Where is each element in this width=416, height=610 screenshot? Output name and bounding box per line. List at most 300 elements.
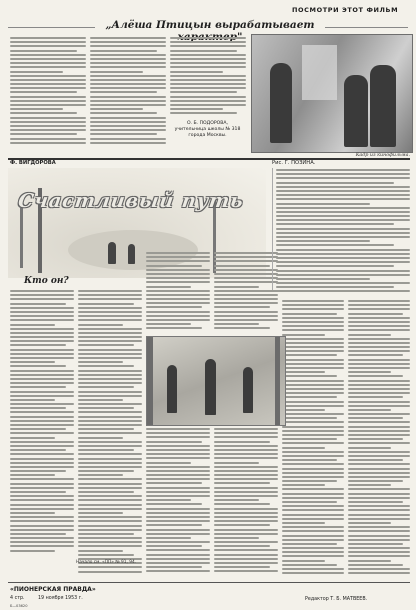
film-still-photo [251, 34, 413, 153]
text-line [276, 194, 410, 196]
text-line [348, 413, 410, 415]
text-line [78, 319, 142, 321]
text-line [10, 129, 86, 131]
text-line [214, 441, 270, 443]
top-article-column-2 [90, 37, 166, 146]
text-line [348, 334, 391, 336]
text-line [78, 466, 142, 468]
text-line [78, 315, 142, 317]
text-line [276, 182, 394, 184]
text-line [10, 462, 74, 464]
text-line [10, 307, 74, 309]
text-line [276, 186, 410, 188]
text-line [348, 493, 410, 495]
text-line [170, 41, 246, 43]
text-line [348, 321, 410, 323]
text-line [282, 455, 344, 457]
text-line [10, 437, 55, 439]
text-line [146, 432, 210, 434]
text-line [170, 45, 246, 47]
text-line [214, 466, 278, 468]
text-line [146, 252, 210, 254]
text-line [78, 332, 142, 334]
text-line [78, 495, 142, 497]
text-line [90, 50, 157, 52]
text-line [78, 298, 142, 300]
text-line [348, 518, 410, 520]
text-line [78, 537, 142, 539]
text-line [90, 121, 166, 123]
text-line [90, 83, 166, 85]
text-line [276, 215, 410, 217]
text-line [348, 572, 410, 574]
text-line [282, 300, 344, 302]
text-line [348, 530, 410, 532]
text-line [146, 482, 202, 484]
text-line [78, 378, 142, 380]
text-line [10, 83, 86, 85]
text-line [10, 441, 74, 443]
text-line [348, 447, 391, 449]
text-line [170, 87, 246, 89]
text-line [276, 190, 410, 192]
text-line [282, 476, 344, 478]
section-label: ПОСМОТРИ ЭТОТ ФИЛЬМ [292, 6, 399, 14]
text-line [214, 449, 278, 451]
text-line [276, 232, 410, 234]
text-line [10, 303, 66, 305]
text-line [78, 399, 123, 401]
text-line [78, 504, 142, 506]
text-line [146, 457, 210, 459]
text-line [348, 560, 391, 562]
text-line [10, 133, 77, 135]
text-line [90, 125, 166, 127]
text-line [282, 543, 337, 545]
text-line [282, 363, 344, 365]
text-line [10, 340, 74, 342]
text-line [214, 570, 278, 572]
text-line [10, 529, 74, 531]
text-line [214, 286, 259, 288]
text-line [276, 265, 394, 267]
story-column-6 [348, 300, 410, 576]
text-line [78, 349, 142, 351]
story-column-continued [146, 428, 210, 575]
text-line [348, 426, 410, 428]
text-line [78, 311, 142, 313]
text-line [90, 75, 166, 77]
text-line [214, 269, 278, 271]
text-line [348, 405, 410, 407]
text-line [214, 503, 270, 505]
text-line [146, 520, 210, 522]
text-line [10, 349, 74, 351]
text-line [78, 487, 142, 489]
text-line [10, 328, 74, 330]
text-line [10, 361, 55, 363]
text-line [282, 572, 344, 574]
text-line [90, 129, 166, 131]
text-line [90, 112, 157, 114]
text-line [214, 482, 270, 484]
text-line [170, 108, 223, 110]
text-line [146, 315, 210, 317]
text-line [348, 304, 410, 306]
story-column-2 [78, 290, 142, 575]
text-line [146, 327, 202, 329]
text-line [282, 380, 344, 382]
text-line [90, 100, 166, 102]
text-line [282, 451, 344, 453]
text-line [282, 447, 325, 449]
text-line [348, 392, 410, 394]
signature-name: О. Б. ПОДОРОВА, [186, 121, 229, 126]
top-article-signature [170, 121, 245, 139]
text-line [170, 50, 237, 52]
text-line [90, 41, 166, 43]
text-line [348, 384, 410, 386]
text-line [78, 428, 134, 430]
text-line [214, 537, 259, 539]
text-line [10, 370, 74, 372]
text-line [348, 375, 403, 377]
text-line [78, 411, 142, 413]
text-line [214, 298, 278, 300]
text-line [282, 396, 337, 398]
text-line [276, 286, 394, 288]
text-line [276, 177, 410, 179]
text-line [276, 207, 410, 209]
text-line [78, 303, 134, 305]
text-line [170, 104, 246, 106]
text-line [282, 509, 344, 511]
text-line [282, 493, 344, 495]
text-line [78, 290, 142, 292]
story-title: Счастливый путь [16, 190, 246, 212]
text-line [276, 253, 410, 255]
text-line [348, 308, 410, 310]
text-line [10, 353, 74, 355]
text-line [348, 459, 403, 461]
text-line [348, 354, 403, 356]
text-line [214, 529, 278, 531]
text-line [78, 516, 142, 518]
text-line [10, 428, 66, 430]
text-line [170, 54, 246, 56]
text-line [10, 487, 74, 489]
text-line [214, 462, 259, 464]
text-line [348, 342, 410, 344]
text-line [282, 367, 344, 369]
text-line [10, 512, 55, 514]
text-line [146, 566, 202, 568]
text-line [146, 265, 202, 267]
text-line [146, 491, 210, 493]
text-line [348, 568, 410, 570]
text-line [282, 468, 344, 470]
text-line [214, 319, 278, 321]
text-line [214, 495, 278, 497]
text-line [282, 338, 344, 340]
text-line [282, 514, 344, 516]
text-line [170, 66, 246, 68]
story-author: Ф. ВИГДОРОВА [10, 160, 56, 166]
text-line [78, 554, 134, 556]
text-line [214, 290, 278, 292]
text-line [78, 361, 123, 363]
text-line [282, 392, 344, 394]
text-line [10, 545, 74, 547]
text-line [10, 449, 66, 451]
text-line [78, 458, 142, 460]
text-line [146, 302, 210, 304]
text-line [78, 432, 142, 434]
text-line [78, 541, 142, 543]
text-line [214, 327, 270, 329]
text-line [348, 438, 403, 440]
issue-date: 19 ноября 1953 г. [38, 596, 83, 601]
text-line [146, 319, 210, 321]
text-line [170, 79, 246, 81]
text-line [214, 516, 278, 518]
text-line [282, 329, 344, 331]
text-line [10, 550, 55, 552]
text-line [78, 328, 142, 330]
text-line [146, 298, 210, 300]
text-line [78, 336, 142, 338]
text-line [214, 512, 278, 514]
text-line [348, 367, 410, 369]
text-line [10, 357, 74, 359]
text-line [348, 359, 410, 361]
text-line [348, 543, 403, 545]
text-line [282, 304, 344, 306]
text-line [348, 564, 403, 566]
text-line [348, 505, 410, 507]
text-line [146, 495, 210, 497]
story-column-continued [214, 428, 278, 575]
text-line [146, 541, 210, 543]
text-line [170, 112, 237, 114]
text-line [214, 549, 278, 551]
text-line [146, 441, 202, 443]
text-line [348, 363, 410, 365]
text-line [348, 380, 410, 382]
text-line [146, 533, 210, 535]
story-column-3 [146, 252, 210, 332]
text-line [90, 104, 166, 106]
text-line [276, 249, 410, 251]
chapter-heading: Кто он? [24, 276, 69, 286]
text-line [282, 526, 344, 528]
text-line [276, 274, 410, 276]
text-line [78, 391, 142, 393]
text-line [78, 499, 142, 501]
text-line [10, 525, 74, 527]
text-line [10, 508, 74, 510]
text-line [214, 533, 278, 535]
text-line [10, 324, 55, 326]
text-line [282, 384, 344, 386]
text-line [78, 407, 134, 409]
text-line [282, 568, 344, 570]
text-line [348, 522, 391, 524]
text-line [282, 547, 344, 549]
forest-illustration [146, 336, 286, 426]
text-line [348, 317, 410, 319]
story-column-4 [214, 252, 278, 332]
text-line [10, 138, 86, 140]
text-line [90, 91, 157, 93]
text-line [10, 332, 74, 334]
text-line [146, 286, 191, 288]
text-line [348, 371, 391, 373]
text-line [282, 413, 344, 415]
text-line [276, 278, 370, 280]
text-line [214, 311, 278, 313]
text-line [90, 138, 166, 140]
story-column-5 [282, 300, 344, 576]
text-line [276, 203, 370, 205]
text-line [146, 474, 210, 476]
text-line [10, 520, 74, 522]
text-line [10, 96, 86, 98]
text-line [78, 382, 142, 384]
text-line [90, 79, 166, 81]
text-line [214, 252, 278, 254]
text-line [214, 273, 278, 275]
text-line [90, 87, 166, 89]
text-line [276, 244, 394, 246]
text-line [78, 512, 123, 514]
text-line [90, 96, 166, 98]
imprint: Б—03620 [10, 604, 28, 608]
text-line [78, 395, 142, 397]
text-line [348, 409, 391, 411]
text-line [282, 480, 337, 482]
text-line [282, 426, 344, 428]
text-line [10, 378, 74, 380]
text-line [78, 357, 142, 359]
text-line [146, 453, 210, 455]
text-line [214, 470, 278, 472]
text-line [282, 560, 325, 562]
text-line [276, 198, 410, 200]
signature-role: учительница школы № 318 [174, 127, 241, 132]
text-line [282, 409, 325, 411]
text-line [282, 405, 344, 407]
text-line [276, 173, 410, 175]
text-line [90, 54, 166, 56]
editor-credit: Редактор Т. Б. МАТВЕЕВ. [305, 597, 368, 602]
text-line [146, 294, 210, 296]
text-line [10, 336, 74, 338]
text-line [146, 558, 210, 560]
text-line [10, 319, 74, 321]
text-line [146, 516, 210, 518]
text-line [78, 424, 142, 426]
text-line [10, 491, 66, 493]
text-line [10, 54, 86, 56]
text-line [78, 437, 123, 439]
text-line [282, 459, 337, 461]
text-line [282, 371, 325, 373]
text-line [10, 290, 74, 292]
text-line [282, 442, 344, 444]
text-line [146, 445, 210, 447]
text-line [282, 488, 344, 490]
text-line [348, 417, 403, 419]
text-line [348, 535, 410, 537]
text-line [78, 566, 142, 568]
text-line [282, 354, 337, 356]
text-line [90, 108, 143, 110]
text-line [214, 520, 278, 522]
text-line [170, 83, 246, 85]
text-line [10, 58, 86, 60]
text-line [78, 470, 134, 472]
text-line [10, 495, 74, 497]
text-line [10, 71, 63, 73]
text-line [78, 294, 142, 296]
top-article-title: „Алёша Птицын вырабатывает [95, 19, 325, 33]
text-line [214, 294, 278, 296]
text-line [78, 449, 134, 451]
story-column-1 [10, 290, 74, 554]
text-line [348, 555, 410, 557]
text-line [146, 478, 210, 480]
text-line [78, 386, 134, 388]
text-line [78, 508, 142, 510]
text-line [146, 537, 191, 539]
text-line [10, 112, 77, 114]
continued-reference: Начало см. «ПП» № 91, 94. [76, 560, 137, 565]
text-line [282, 421, 344, 423]
text-line [78, 453, 142, 455]
text-line [282, 388, 344, 390]
text-line [78, 525, 142, 527]
text-line [10, 399, 55, 401]
footer-divider [8, 582, 410, 583]
text-line [348, 551, 410, 553]
text-line [10, 391, 74, 393]
text-line [348, 514, 410, 516]
text-line [10, 125, 86, 127]
top-article-column-1 [10, 37, 86, 146]
text-line [78, 307, 142, 309]
text-line [90, 142, 166, 144]
text-line [10, 100, 86, 102]
text-line [282, 539, 344, 541]
text-line [282, 518, 344, 520]
text-line [10, 407, 66, 409]
text-line [348, 401, 410, 403]
text-line [78, 483, 142, 485]
text-line [10, 541, 74, 543]
text-line [78, 324, 123, 326]
text-line [10, 470, 66, 472]
text-line [214, 256, 278, 258]
text-line [90, 58, 166, 60]
text-line [146, 323, 191, 325]
text-line [146, 290, 210, 292]
text-line [282, 346, 344, 348]
text-line [282, 359, 344, 361]
text-line [348, 472, 410, 474]
text-line [10, 75, 86, 77]
text-line [214, 478, 278, 480]
